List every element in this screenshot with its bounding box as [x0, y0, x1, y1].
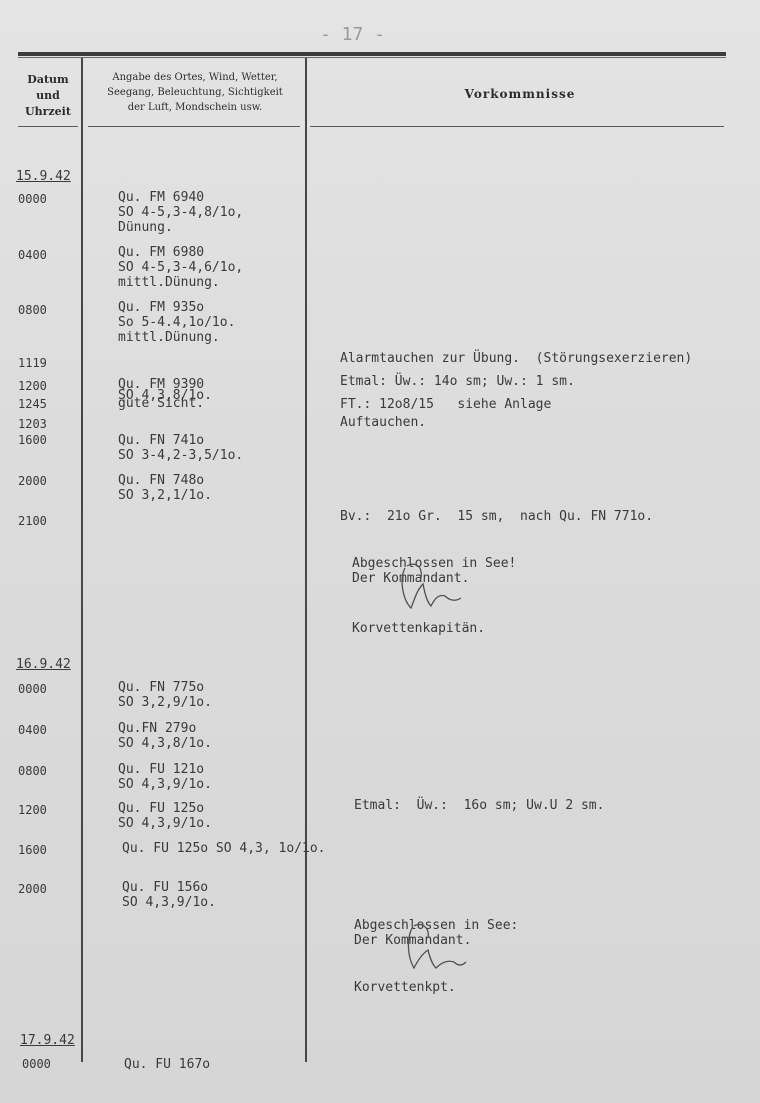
entry-position: Qu. FU 125o SO 4,3, 1o/1o.: [122, 841, 326, 856]
closing-line: Der Kommandant.: [354, 933, 472, 948]
entry-time: 2000: [18, 882, 47, 896]
signature-rank: Korvettenkpt.: [354, 980, 456, 995]
entry-time: 1200: [18, 803, 47, 817]
entry-time: 0400: [18, 248, 47, 262]
entry-time: 0000: [22, 1057, 51, 1071]
entry-position: Qu. FU 121o SO 4,3,9/1o.: [118, 762, 212, 792]
entry-event: Alarmtauchen zur Übung. (Störungsexerzieren): [340, 351, 693, 366]
entry-time: 0000: [18, 682, 47, 696]
entry-time: 1200: [18, 379, 47, 393]
entry-position: Qu. FM 935o So 5-4.4,1o/1o. mittl.Dünung.: [118, 300, 236, 345]
page-number: - 17 -: [320, 24, 386, 45]
entry-time: 0800: [18, 303, 47, 317]
entry-position: Qu. FM 9390: [118, 377, 205, 392]
closing-line: Der Kommandant.: [352, 571, 470, 586]
top-rule-thin: [18, 57, 726, 58]
entry-position: Qu. FN 741o SO 3-4,2-3,5/1o.: [118, 433, 244, 463]
entry-event: Etmal: Üw.: 14o sm; Uw.: 1 sm.: [340, 374, 575, 389]
entry-event: Bv.: 21o Gr. 15 sm, nach Qu. FN 771o.: [340, 509, 654, 524]
entry-time: 0000: [18, 192, 47, 206]
header-position-line: Angabe des Ortes, Wind, Wetter,: [112, 72, 278, 83]
entry-position: Qu. FN 775o SO 3,2,9/1o.: [118, 680, 212, 710]
entry-time: 1600: [18, 843, 47, 857]
entry-time: 1600: [18, 433, 47, 447]
entry-position: SO 4,3,8/1o. gute Sicht.: [118, 388, 212, 411]
signature-rank: Korvettenkapitän.: [352, 621, 486, 636]
entry-time: 1203: [18, 417, 47, 431]
closing-line: Abgeschlossen in See!: [352, 556, 517, 571]
header-date-column: [18, 72, 78, 120]
entry-time: 2100: [18, 514, 47, 528]
commander-signature: [400, 922, 470, 982]
entry-time: 0800: [18, 764, 47, 778]
column-divider-date: [81, 58, 83, 1062]
entry-position: Qu. FU 125o SO 4,3,9/1o.: [118, 801, 212, 831]
entry-position: Qu. FU 167o: [124, 1057, 211, 1072]
header-date-line: Uhrzeit: [25, 105, 71, 118]
header-position-line: Seegang, Beleuchtung, Sichtigkeit: [107, 87, 283, 98]
header-position-column: [90, 70, 300, 115]
header-position-line: der Luft, Mondschein usw.: [127, 102, 263, 113]
header-underline-position: [88, 126, 300, 127]
header-date-line: Datum: [27, 73, 69, 86]
entry-event: Auftauchen.: [340, 415, 427, 430]
entry-time: 0400: [18, 723, 47, 737]
closing-line: Abgeschlossen in See:: [354, 918, 519, 933]
header-underline-events: [310, 126, 724, 127]
entry-position: Qu. FM 6980 SO 4-5,3-4,6/1o, mittl.Dünung.: [118, 245, 244, 290]
entry-event: FT.: 12o8/15 siehe Anlage: [340, 397, 552, 412]
entry-event: Etmal: Üw.: 16o sm; Uw.U 2 sm.: [354, 798, 605, 813]
date-header: 17.9.42: [20, 1033, 75, 1048]
top-rule: [18, 52, 726, 56]
entry-time: 1119: [18, 356, 47, 370]
header-events-column: Vorkommnisse: [464, 87, 576, 101]
entry-time: 2000: [18, 474, 47, 488]
header-date-line: und: [36, 89, 60, 102]
date-header: 15.9.42: [16, 169, 71, 184]
header-underline-date: [18, 126, 78, 127]
entry-position: Qu.FN 279o SO 4,3,8/1o.: [118, 721, 212, 751]
entry-position: Qu. FM 6940 SO 4-5,3-4,8/1o, Dünung.: [118, 190, 244, 235]
date-header: 16.9.42: [16, 657, 71, 672]
entry-time: 1245: [18, 397, 47, 411]
commander-signature: [395, 560, 465, 620]
entry-position: Qu. FN 748o SO 3,2,1/1o.: [118, 473, 212, 503]
entry-position: Qu. FU 156o SO 4,3,9/1o.: [122, 880, 216, 910]
column-divider-position: [305, 58, 307, 1062]
